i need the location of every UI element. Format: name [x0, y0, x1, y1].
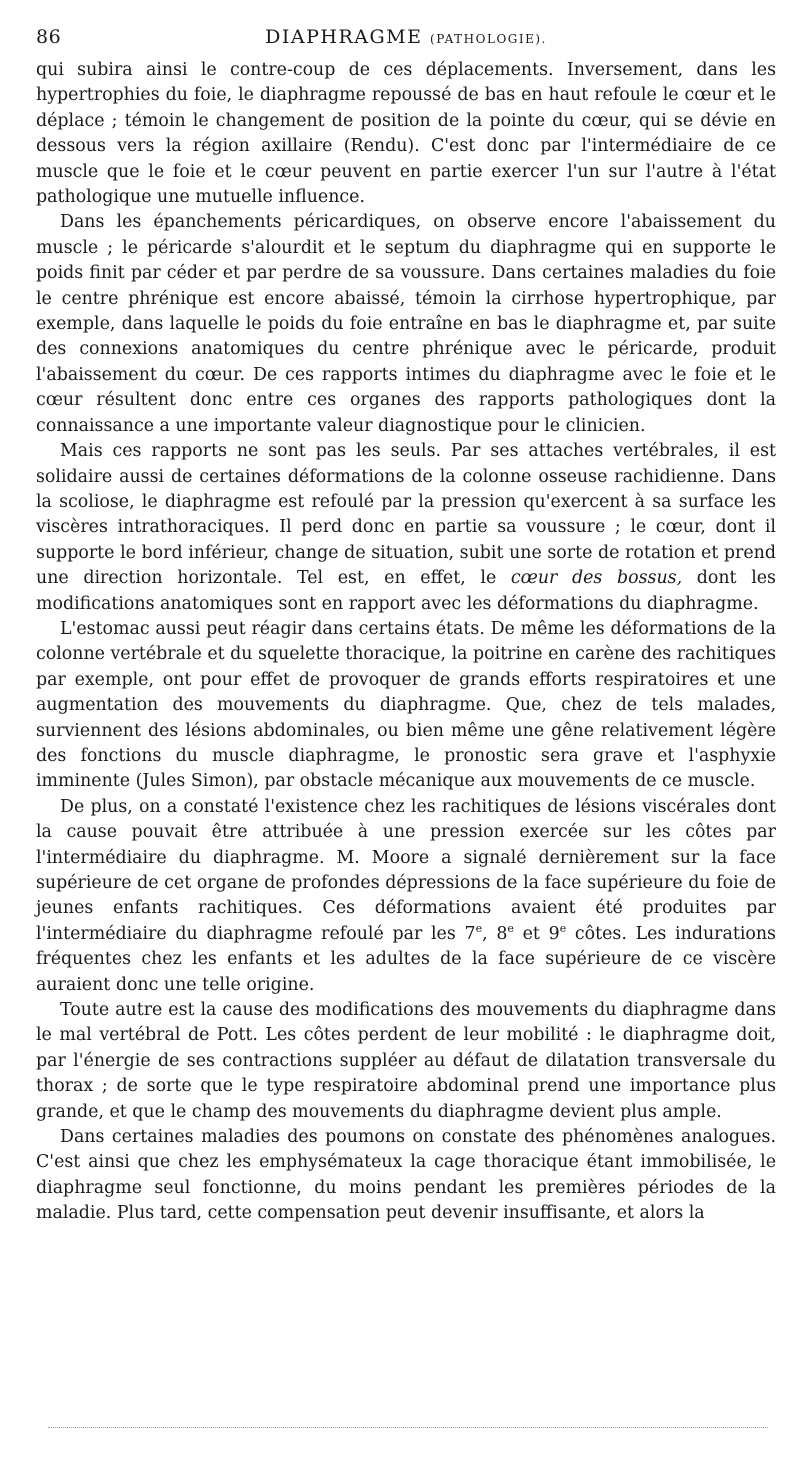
- page-header: [36, 26, 776, 58]
- running-title-main: DIAPHRAGME: [265, 26, 423, 48]
- paragraph: [36, 439, 776, 617]
- superscript: e: [475, 922, 483, 936]
- paragraph: [36, 795, 776, 998]
- superscript: e: [507, 922, 514, 936]
- book-page: [36, 26, 776, 1227]
- paragraph-text: et 9: [513, 923, 560, 944]
- italic-term: cœur des bossus,: [510, 568, 683, 589]
- paragraph-text: dont les modifications anatomiques sont en rapport avec les déformations du diaphragme.: [36, 568, 776, 614]
- paragraph-text: côtes. Les indurations fréquentes chez les enfants et les adultes de la face supérieure de ce viscère auraient donc une telle origine.: [36, 923, 776, 995]
- superscript: e: [559, 922, 567, 936]
- page-number: 86: [36, 26, 62, 48]
- running-title-section: (PATHOLOGIE).: [430, 32, 547, 46]
- footer-dotted-rule: [48, 1427, 768, 1428]
- paragraph-text: De plus, on a constaté l'existence chez les rachitiques de lésions viscérales dont la cause pouvait être attribuée à une pression exercée sur les côtes par l'intermédiaire du diaphragme. M. Moore a signalé dernièrement sur la face supérieure de cet organe de profondes dépressions de la face supérieure du foie de jeunes enfants rachitiques. Ces déformations avaient été produites par l'intermédiaire du diaphragme refoulé par les 7: [36, 796, 776, 944]
- body-text: [36, 58, 776, 1227]
- paragraph-text: Mais ces rapports ne sont pas les seuls. Par ses attaches vertébrales, il est solidaire aussi de certaines déformations de la colonne osseuse rachidienne. Dans la scoliose, le diaphragme est refoulé par la pression qu'exercent à sa surface les viscères intrathoraciques. Il perd donc en partie sa voussure ; le cœur, dont il supporte le bord inférieur, change de situation, subit une sorte de rotation et prend une direction horizontale. Tel est, en effet, le: [36, 441, 776, 589]
- paragraph: L'estomac aussi peut réagir dans certains états. De même les déformations de la colonne vertébrale et du squelette thoracique, la poitrine en carène des rachitiques par exemple, ont pour effet de provoquer de grands efforts respiratoires et une augmentation des mouvements du diaphragme. Que, chez de tels malades, surviennent des lésions abdominales, ou bien même une gêne relativement légère des fonctions du muscle diaphragme, le pronostic sera grave et l'asphyxie imminente (Jules Simon), par obstacle mécanique aux mouvements de ce muscle.: [36, 618, 776, 792]
- paragraph: Dans les épanchements péricardiques, on observe encore l'abaissement du muscle ; le péricarde s'alourdit et le septum du diaphragme qui en supporte le poids finit par céder et par perdre de sa voussure. Dans certaines maladies du foie le centre phrénique est encore abaissé, témoin la cirrhose hypertrophique, par exemple, dans laquelle le poids du foie entraîne en bas le diaphragme et, par suite des connexions anatomiques du centre phrénique avec le péricarde, produit l'abaissement du cœur. De ces rapports intimes du diaphragme avec le foie et le cœur résultent donc entre ces organes des rapports pathologiques dont la connaissance a une importante valeur diagnostique pour le clinicien.: [36, 212, 776, 436]
- paragraph: Dans certaines maladies des poumons on constate des phénomènes analogues. C'est ainsi que chez les emphysémateux la cage thoracique étant immobilisée, le diaphragme seul fonctionne, du moins pendant les premières périodes de la maladie. Plus tard, cette compensation peut devenir insuffisante, et alors la: [36, 1127, 776, 1224]
- paragraph: Toute autre est la cause des modifications des mouvements du diaphragme dans le mal vertébral de Pott. Les côtes perdent de leur mobilité : le diaphragme doit, par l'énergie de ses contractions suppléer au défaut de dilatation transversale du thorax ; de sorte que le type respiratoire abdominal prend une importance plus grande, et que le champ des mouvements du diaphragme devient plus ample.: [36, 1000, 776, 1122]
- running-title: [36, 26, 776, 48]
- paragraph-text: , 8: [482, 923, 508, 944]
- paragraph: qui subira ainsi le contre-coup de ces déplacements. Inversement, dans les hypertrophies du foie, le diaphragme repoussé de bas en haut refoule le cœur et le déplace ; témoin le changement de position de la pointe du cœur, qui se dévie en dessous vers la région axillaire (Rendu). C'est donc par l'intermédiaire de ce muscle que le foie et le cœur peuvent en partie exercer l'un sur l'autre à l'état pathologique une mutuelle influence.: [36, 60, 776, 208]
